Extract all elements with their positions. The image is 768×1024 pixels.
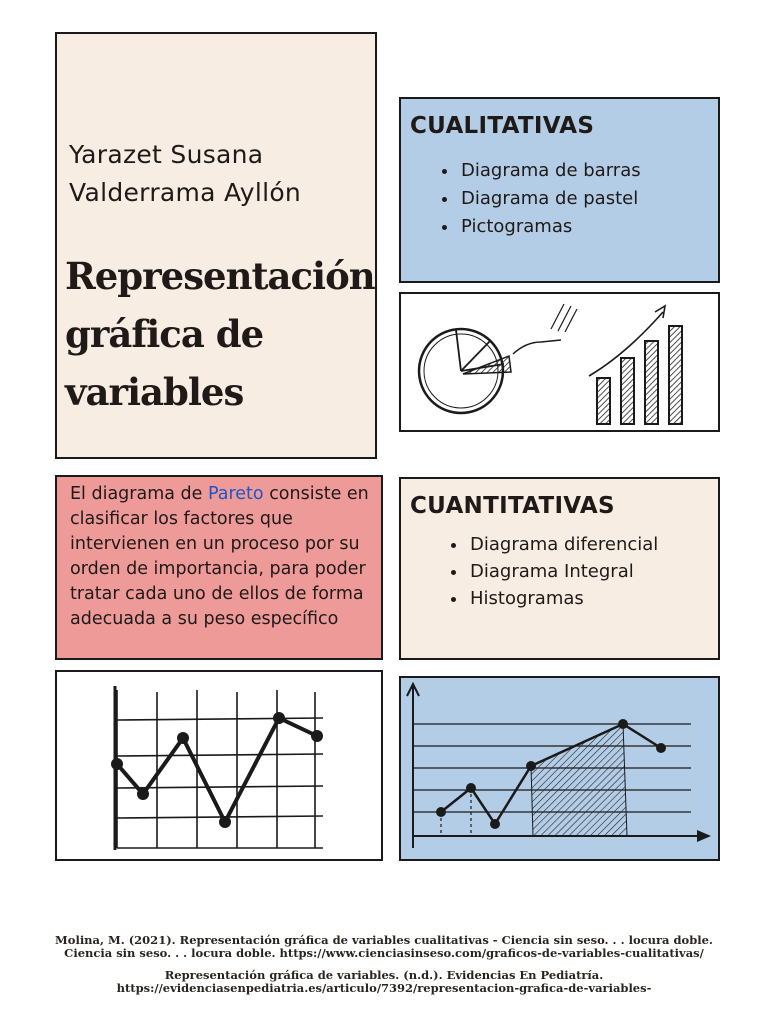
pareto-description <box>70 482 375 632</box>
reference-2-line-2: https://evidenciasenpediatria.es/articulo/7392/representacion-grafica-de-variables- <box>116 981 652 995</box>
pareto-text-start: El diagrama de <box>70 484 208 504</box>
qualitative-heading: CUALITATIVAS <box>410 113 595 139</box>
references <box>40 934 728 1004</box>
pareto-keyword: Pareto <box>207 484 264 504</box>
pareto-card <box>55 475 383 660</box>
page-title: Representación gráfica de variables <box>65 254 375 414</box>
reference-2 <box>40 969 728 995</box>
integral-chart-illustration <box>399 676 720 861</box>
pie-and-bar-sketch-icon <box>401 294 718 430</box>
quantitative-list <box>448 531 658 612</box>
qualitative-list <box>439 157 641 241</box>
reference-1-line-1: Molina, M. (2021). Representación gráfica de variables cualitativas - Ciencia sin seso. . . locura doble. <box>55 933 713 947</box>
integral-chart-sketch-icon <box>401 678 718 859</box>
quantitative-heading: CUANTITATIVAS <box>410 493 615 519</box>
reference-1 <box>40 934 728 960</box>
author-line-2: Valderrama Ayllón <box>69 178 302 207</box>
pie-and-bar-illustration <box>399 292 720 432</box>
author-line-1: Yarazet Susana <box>69 140 264 169</box>
list-item: • Diagrama de barras <box>459 157 641 185</box>
pareto-text-end: consiste en clasificar los factores que intervienen en un proceso por su orden de importancia, para poder tratar cada uno de ellos de forma adecuada a su peso específico <box>70 484 369 629</box>
line-chart-sketch-icon <box>57 672 381 859</box>
list-item: • Diagrama diferencial <box>468 531 658 558</box>
list-item: • Histogramas <box>468 585 658 612</box>
author-name <box>69 136 301 212</box>
list-item: • Diagrama Integral <box>468 558 658 585</box>
title-card <box>55 32 377 459</box>
reference-1-line-2: Ciencia sin seso. . . locura doble. https://www.cienciasinseso.com/graficos-de-variables-cualitativas/ <box>64 946 704 960</box>
quantitative-card <box>399 477 720 660</box>
reference-2-line-1: Representación gráfica de variables. (n.d.). Evidencias En Pediatría. <box>164 968 604 982</box>
list-item: • Pictogramas <box>459 213 641 241</box>
line-chart-illustration <box>55 670 383 861</box>
list-item: • Diagrama de pastel <box>459 185 641 213</box>
qualitative-card <box>399 97 720 283</box>
